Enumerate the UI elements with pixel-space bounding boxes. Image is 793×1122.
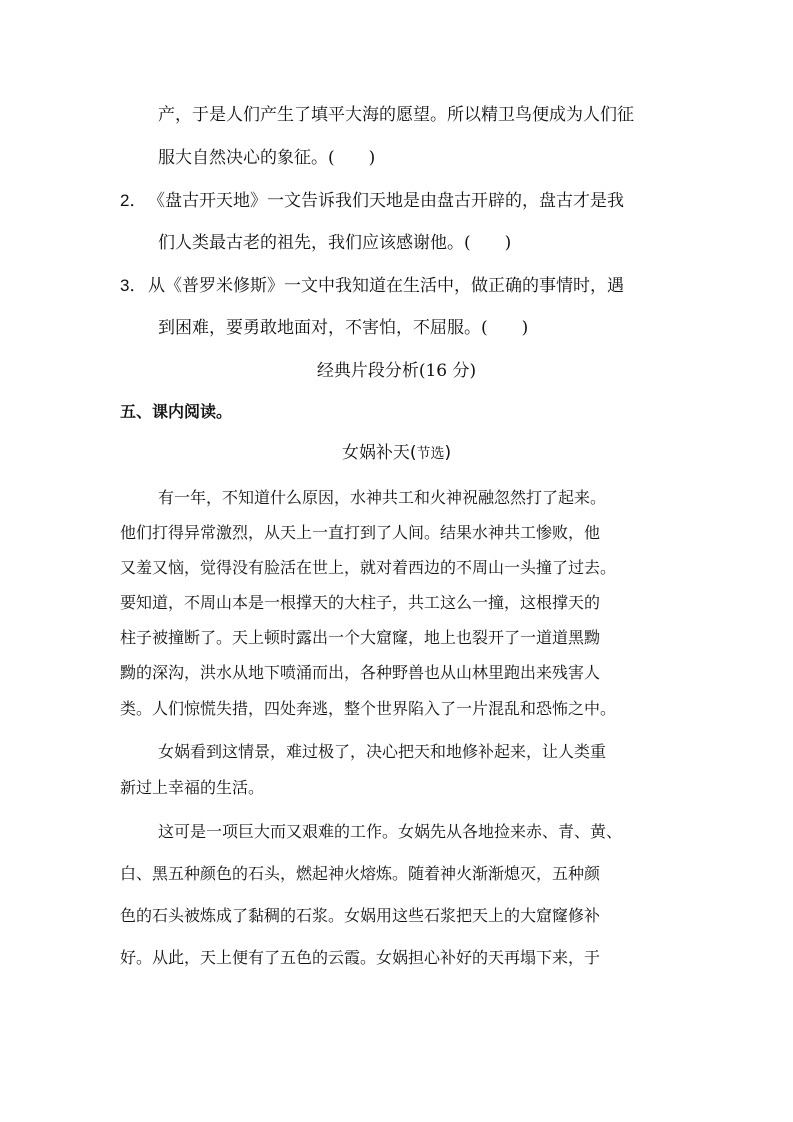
item2-number: 2． xyxy=(120,191,147,210)
passage-p3-line-2: 白、黑五种颜色的石头，燃起神火熔炼。随着神火渐渐熄灭，五种颜 xyxy=(120,864,601,883)
passage-title xyxy=(0,441,793,466)
passage-p1-line-1: 有一年，不知道什么原因，水神共工和火神祝融忽然打了起来。 xyxy=(158,488,607,507)
item3-line-1: 从《普罗米修斯》一文中我知道在生活中，做正确的事情时，遇 xyxy=(148,276,624,296)
item1-line-1: 产，于是人们产生了填平大海的愿望。所以精卫鸟便成为人们征 xyxy=(158,105,634,125)
passage-p1-line-7: 类。人们惊慌失措，四处奔逃，整个世界陷入了一片混乱和恐怖之中。 xyxy=(120,699,617,718)
passage-p1-line-5: 柱子被撞断了。天上顿时露出一个大窟窿，地上也裂开了一道道黑黝 xyxy=(120,628,601,647)
passage-title-sub: 节选 xyxy=(416,446,445,462)
item2-line-2: 们人类最古老的祖先，我们应该感谢他。( ) xyxy=(158,233,512,253)
passage-p2-line-1: 女娲看到这情景，难过极了，决心把天和地修补起来，让人类重 xyxy=(158,742,607,761)
passage-p1-line-3: 又羞又恼，觉得没有脸活在世上，就对着西边的不周山一头撞了过去。 xyxy=(120,558,617,577)
section-heading: 五、课内阅读。 xyxy=(120,402,233,421)
passage-p1-line-6: 黝的深沟，洪水从地下喷涌而出，各种野兽也从山林里跑出来残害人 xyxy=(120,663,601,682)
passage-p1-line-2: 他们打得异常激烈，从天上一直打到了人间。结果水神共工惨败，他 xyxy=(120,523,601,542)
item3-line-2: 到困难，要勇敢地面对，不害怕，不屈服。( ) xyxy=(158,318,529,338)
passage-p2-line-2: 新过上幸福的生活。 xyxy=(120,778,265,797)
item3-number: 3． xyxy=(120,276,147,295)
item2-line-1: 《盘古开天地》一文告诉我们天地是由盘古开辟的，盘古才是我 xyxy=(148,191,624,211)
item1-line-2: 服大自然决心的象征。( ) xyxy=(158,148,376,168)
passage-p1-line-4: 要知道，不周山本是一根撑天的大柱子，共工这么一撞，这根撑天的 xyxy=(120,593,601,612)
passage-p3-line-1: 这可是一项巨大而又艰难的工作。女娲先从各地捡来赤、青、黄、 xyxy=(158,822,623,841)
passage-p3-line-4: 好。从此，天上便有了五色的云霞。女娲担心补好的天再塌下来，于 xyxy=(120,948,601,967)
passage-title-main: 女娲补天( xyxy=(341,443,417,463)
passage-title-close: ) xyxy=(444,443,452,463)
part-heading: 经典片段分析(16 分) xyxy=(316,361,477,381)
passage-p3-line-3: 色的石头被炼成了黏稠的石浆。女娲用这些石浆把天上的大窟窿修补 xyxy=(120,906,601,925)
